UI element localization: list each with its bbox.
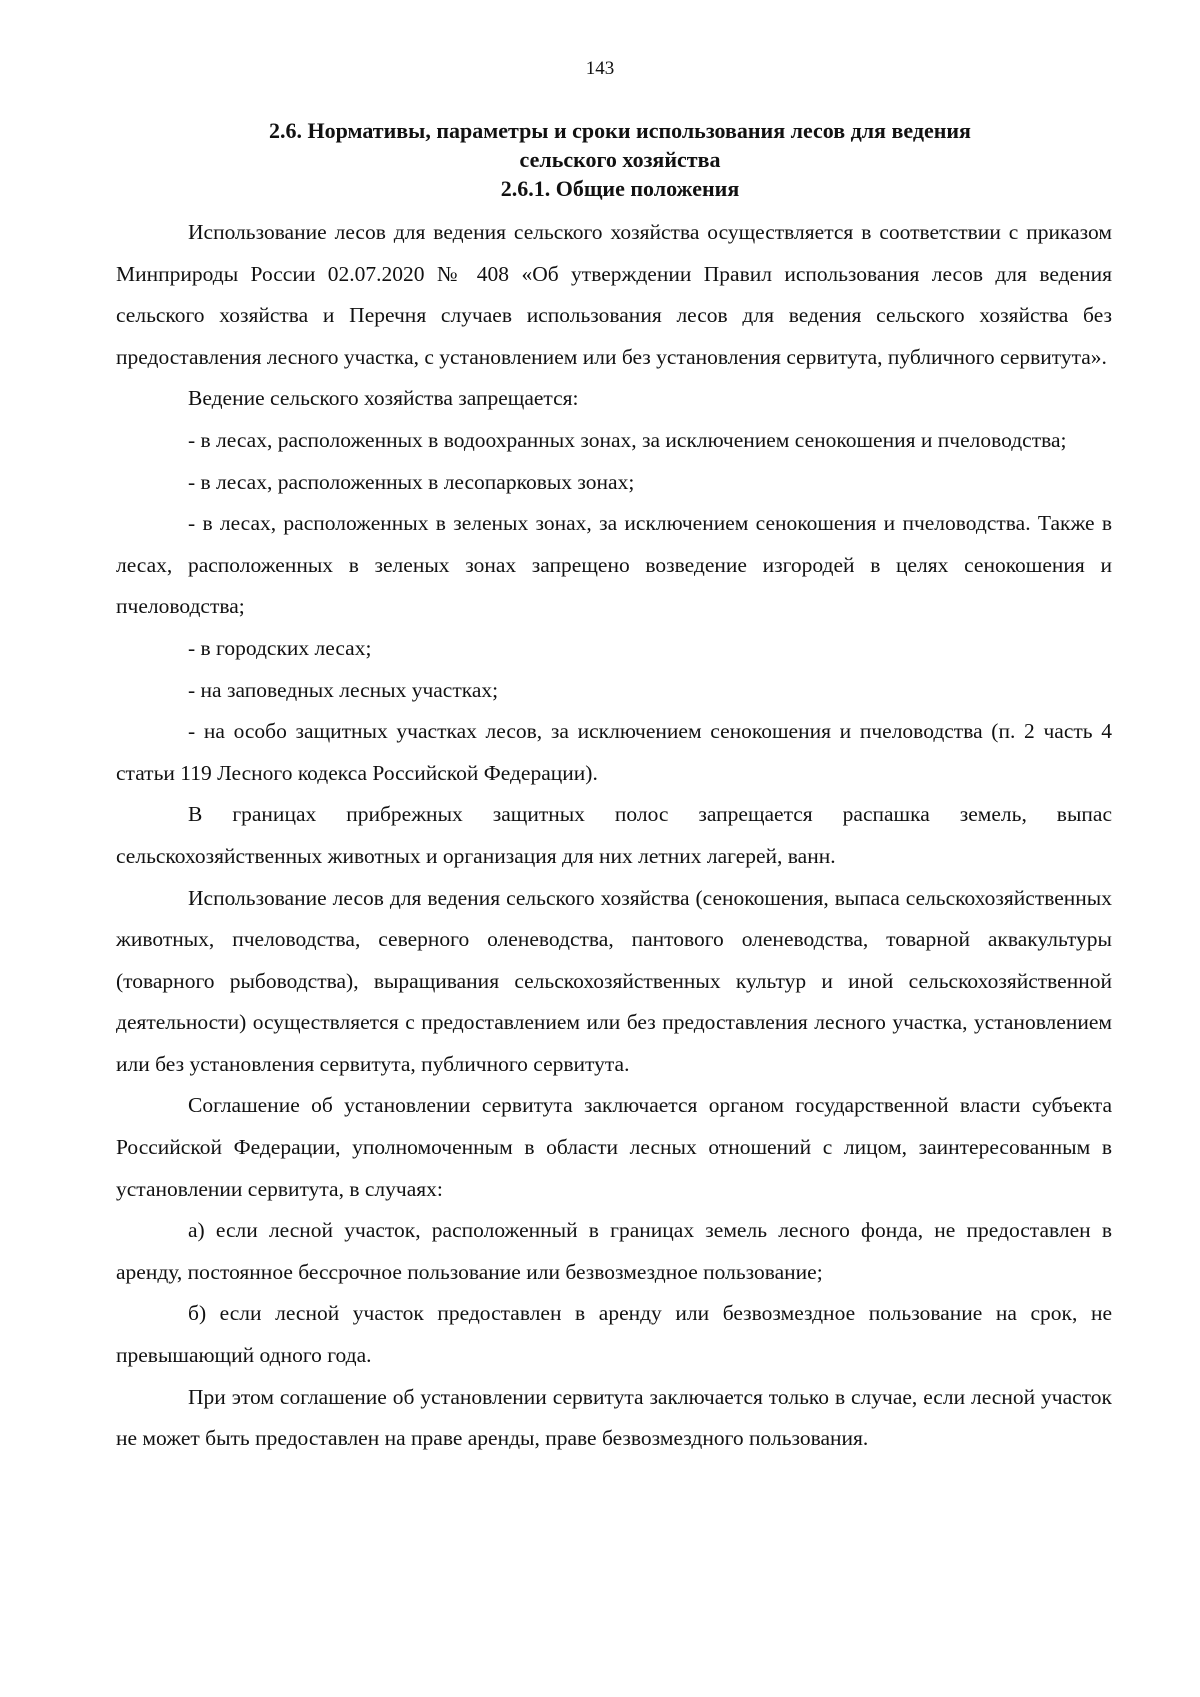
list-item: - на заповедных лесных участках; — [188, 677, 499, 702]
heading-line-3: 2.6.1. Общие положения — [500, 176, 740, 201]
heading-line-2: сельского хозяйства — [519, 147, 721, 172]
paragraph: Использование лесов для ведения сельского хозяйства (сенокошения, выпаса сельскохозяйственных животных, пчеловодства, северного оленеводства, пантового оленеводства, товарной аквакультуры (товарного рыбоводства), выращивания сельскохозяйственных культур и иной сельскохозяйственной деятельности) осуществляется с предоставлением или без предоставления лесного участка, установлением или без установления сервитута, публичного сервитута. — [116, 885, 1112, 1076]
list-item: - в лесах, расположенных в лесопарковых зонах; — [188, 469, 635, 494]
list-item: - в лесах, расположенных в зеленых зонах, за исключением сенокошения и пчеловодства. Также в лесах, расположенных в зеленых зонах запрещено возведение изгородей в целях сенокошения и пчеловодства; — [116, 511, 1112, 619]
list-item: - в лесах, расположенных в водоохранных зонах, за исключением сенокошения и пчеловодства; — [188, 427, 1067, 452]
list-item: а) если лесной участок, расположенный в границах земель лесного фонда, не предоставлен в аренду, постоянное бессрочное пользование или безвозмездное пользование; — [116, 1218, 1112, 1284]
paragraph: При этом соглашение об установлении сервитута заключается только в случае, если лесной участок не может быть предоставлен на праве аренды, праве безвозмездного пользования. — [116, 1384, 1112, 1451]
list-item: - на особо защитных участках лесов, за исключением сенокошения и пчеловодства (п. 2 часть 4 статьи 119 Лесного кодекса Российской Федерации). — [116, 719, 1112, 785]
section-heading — [180, 116, 1060, 203]
paragraph: Использование лесов для ведения сельского хозяйства осуществляется в соответствии с приказом Минприроды России 02.07.2020 № 408 «Об утверждении Правил использования лесов для ведения сельского хозяйства и Перечня случаев использования лесов для ведения сельского хозяйства без предоставления лесного участка, с установлением или без установления сервитута, публичного сервитута». — [116, 220, 1112, 369]
page-number: 143 — [585, 58, 615, 79]
list-item: б) если лесной участок предоставлен в аренду или безвозмездное пользование на срок, не превышающий одного года. — [116, 1301, 1112, 1368]
paragraph: Ведение сельского хозяйства запрещается: — [188, 386, 579, 411]
paragraph: В границах прибрежных защитных полос запрещается распашка земель, выпас сельскохозяйственных животных и организация для них летних лагерей, ванн. — [116, 802, 1112, 868]
document-body — [116, 212, 1112, 1460]
heading-line-1: 2.6. Нормативы, параметры и сроки использования лесов для ведения — [269, 118, 971, 143]
paragraph: Соглашение об установлении сервитута заключается органом государственной власти субъекта Российской Федерации, уполномоченным в области лесных отношений с лицом, заинтересованным в установлении сервитута, в случаях: — [116, 1093, 1112, 1201]
list-item: - в городских лесах; — [188, 635, 372, 660]
